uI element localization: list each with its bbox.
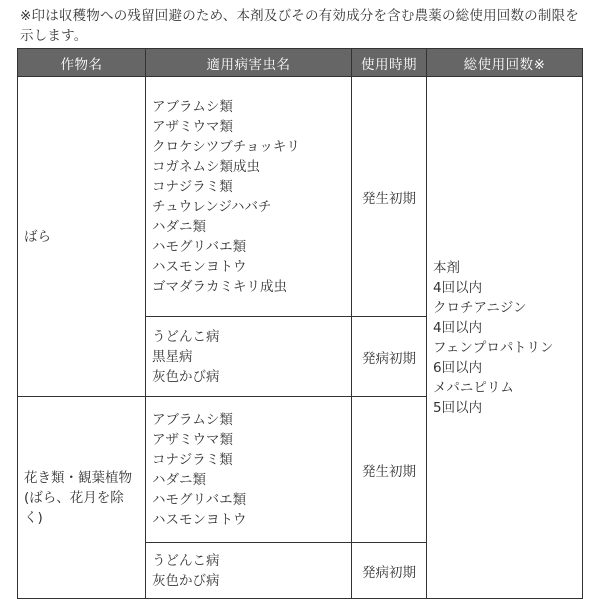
timing-cell: 発病初期 — [352, 543, 427, 599]
usage-table — [17, 48, 583, 599]
crop-cell-rose: ばら — [18, 77, 146, 397]
total-count-line: 4回以内 — [433, 319, 483, 336]
timing-cell: 発生初期 — [352, 77, 427, 317]
pest-item: アザミウマ類 — [152, 431, 233, 448]
pest-item: うどんこ病 — [152, 328, 220, 345]
pest-item: ハダニ類 — [152, 218, 206, 235]
pest-item: 灰色かび病 — [152, 572, 220, 589]
pest-item: コナジラミ類 — [152, 451, 233, 468]
pests-cell — [146, 317, 352, 397]
header-pests: 適用病害虫名 — [146, 49, 352, 77]
header-timing: 使用時期 — [352, 49, 427, 77]
pest-item: ハモグリバエ類 — [152, 491, 247, 508]
pest-item: アブラムシ類 — [152, 98, 233, 115]
pest-item: コナジラミ類 — [152, 178, 233, 195]
pests-cell — [146, 397, 352, 543]
pest-item: ハスモンヨトウ — [152, 511, 247, 528]
pest-item: コガネムシ類成虫 — [152, 158, 260, 175]
pest-item: チュウレンジハバチ — [152, 198, 272, 215]
pest-item: アブラムシ類 — [152, 411, 233, 428]
pest-item: ハダニ類 — [152, 471, 206, 488]
total-count-line: 6回以内 — [433, 359, 483, 376]
timing-cell: 発病初期 — [352, 317, 427, 397]
pest-item: うどんこ病 — [152, 552, 220, 569]
header-row — [18, 49, 583, 77]
header-total: 総使用回数※ — [427, 49, 583, 77]
total-count-cell — [427, 77, 583, 599]
pest-item: 灰色かび病 — [152, 368, 220, 385]
total-count-line: 5回以内 — [433, 399, 483, 416]
total-count-line: 本剤 — [433, 259, 460, 276]
pests-cell — [146, 543, 352, 599]
total-count-line: 4回以内 — [433, 279, 483, 296]
timing-cell: 発生初期 — [352, 397, 427, 543]
header-crop: 作物名 — [18, 49, 146, 77]
pest-item: クロケシツブチョッキリ — [152, 138, 300, 155]
pest-item: ハモグリバエ類 — [152, 238, 247, 255]
crop-cell-flowers: 花き類・観葉植物(ばら、花月を除く) — [18, 397, 146, 599]
pest-item: 黒星病 — [152, 348, 193, 365]
pest-item: ハスモンヨトウ — [152, 258, 247, 275]
pest-item: アザミウマ類 — [152, 118, 233, 135]
table-row — [18, 77, 583, 317]
total-count-line: フェンプロパトリン — [433, 339, 554, 356]
pest-item: ゴマダラカミキリ成虫 — [152, 278, 287, 295]
usage-note: ※印は収穫物への残留回避のため、本剤及びその有効成分を含む農薬の総使用回数の制限を示します。 — [20, 8, 579, 44]
total-count-line: メパニピリム — [433, 379, 514, 396]
total-count-line: クロチアニジン — [433, 299, 527, 316]
pests-cell — [146, 77, 352, 317]
